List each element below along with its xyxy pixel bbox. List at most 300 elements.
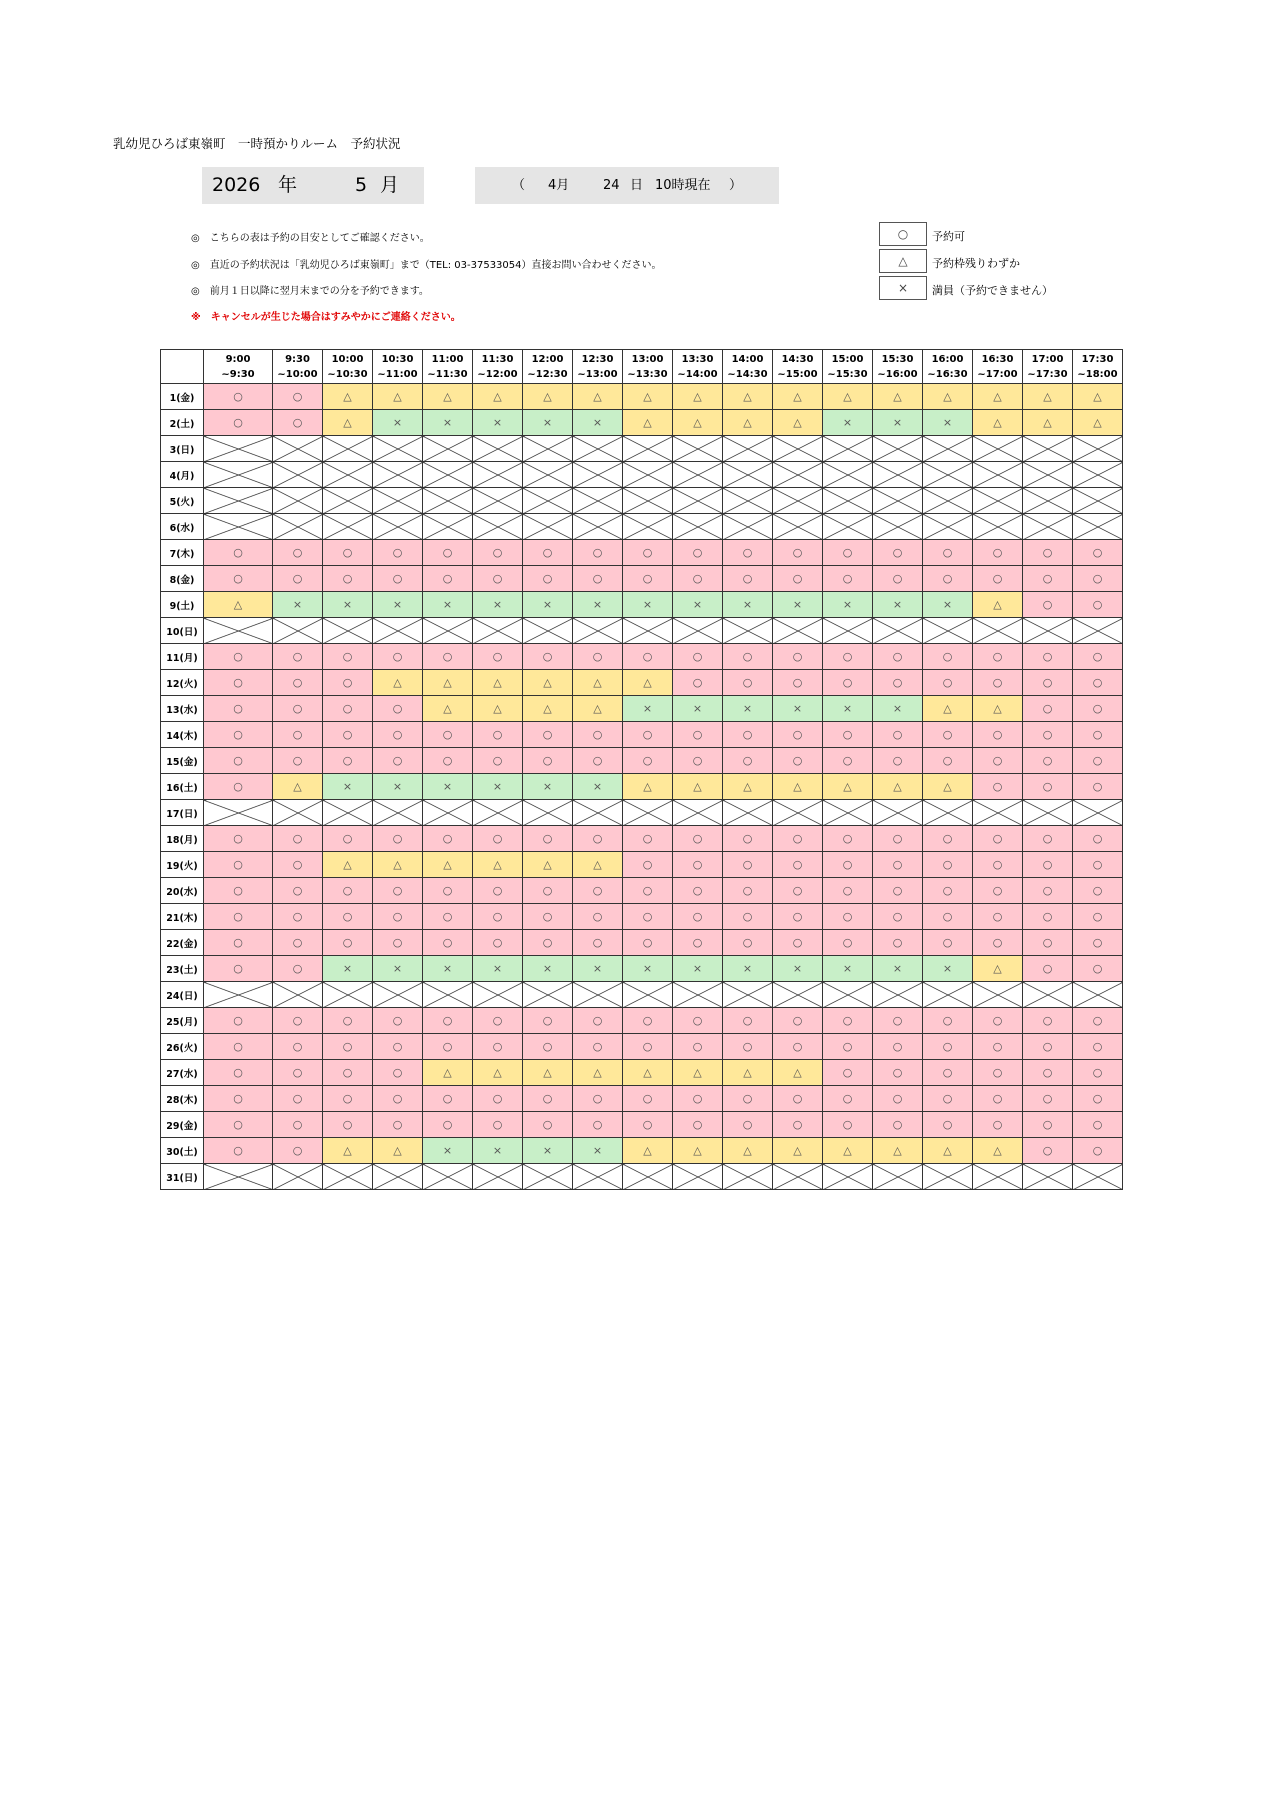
day-label: 10(日) [161,618,204,644]
slot-available: ○ [523,930,573,956]
closed-cell [204,982,273,1008]
slot-available: ○ [923,670,973,696]
slot-available: ○ [823,930,873,956]
slot-available: ○ [1073,930,1123,956]
slot-available: ○ [273,1008,323,1034]
time-slot-start: 10:30 [381,353,414,365]
legend-few-left-label: 予約枠残りわずか [932,257,1020,270]
closed-cell [473,514,523,540]
slot-available: ○ [823,540,873,566]
closed-cell [473,800,523,826]
slot-available: ○ [523,1008,573,1034]
slot-available: ○ [673,878,723,904]
slot-available: ○ [973,1060,1023,1086]
slot-available: ○ [823,1060,873,1086]
slot-full: × [523,592,573,618]
slot-few-left: △ [723,774,773,800]
slot-available: ○ [873,1008,923,1034]
time-slot-end: ~17:30 [1027,368,1068,380]
slot-available: ○ [573,1112,623,1138]
slot-available: ○ [723,566,773,592]
closed-cell [973,982,1023,1008]
slot-available: ○ [204,904,273,930]
slot-available: ○ [473,904,523,930]
slot-available: ○ [204,722,273,748]
closed-cell [773,488,823,514]
slot-full: × [423,1138,473,1164]
slot-few-left: △ [823,384,873,410]
slot-available: ○ [923,1086,973,1112]
closed-cell [723,1164,773,1190]
slot-available: ○ [1073,826,1123,852]
closed-cell [723,618,773,644]
slot-available: ○ [1073,670,1123,696]
closed-cell [1023,488,1073,514]
slot-available: ○ [473,878,523,904]
slot-available: ○ [723,826,773,852]
note-cancel: ※ キャンセルが生じた場合はすみやかにご連絡ください。 [191,312,461,323]
as-of-close: ） [729,178,743,193]
table-row [161,826,1123,852]
slot-few-left: △ [1073,410,1123,436]
closed-cell [273,436,323,462]
slot-available: ○ [1073,1138,1123,1164]
slot-available: ○ [573,540,623,566]
slot-available: ○ [973,904,1023,930]
slot-available: ○ [423,930,473,956]
slot-full: × [623,592,673,618]
slot-available: ○ [423,644,473,670]
slot-few-left: △ [723,384,773,410]
slot-full: × [923,592,973,618]
closed-cell [373,1164,423,1190]
day-label: 31(日) [161,1164,204,1190]
slot-available: ○ [773,722,823,748]
slot-available: ○ [573,1086,623,1112]
time-slot-header [1073,350,1123,384]
slot-available: ○ [773,670,823,696]
closed-cell [573,618,623,644]
closed-cell [323,618,373,644]
closed-cell [573,1164,623,1190]
slot-available: ○ [273,384,323,410]
slot-available: ○ [273,878,323,904]
slot-available: ○ [573,722,623,748]
slot-available: ○ [873,748,923,774]
slot-full: × [473,410,523,436]
slot-available: ○ [273,722,323,748]
as-of-time: 10時現在 [655,178,711,193]
closed-cell [273,800,323,826]
slot-full: × [623,696,673,722]
time-slot-start: 13:30 [681,353,714,365]
slot-available: ○ [273,670,323,696]
closed-cell [323,800,373,826]
slot-available: ○ [323,878,373,904]
slot-few-left: △ [523,696,573,722]
slot-full: × [523,774,573,800]
slot-available: ○ [204,852,273,878]
closed-cell [273,514,323,540]
as-of-month: 4月 [548,178,570,193]
slot-available: ○ [573,1034,623,1060]
slot-available: ○ [204,644,273,670]
slot-full: × [373,410,423,436]
slot-available: ○ [923,930,973,956]
slot-available: ○ [1023,540,1073,566]
closed-cell [1073,488,1123,514]
slot-available: ○ [473,1008,523,1034]
slot-available: ○ [523,904,573,930]
closed-cell [204,1164,273,1190]
slot-few-left: △ [473,852,523,878]
closed-cell [973,514,1023,540]
time-slot-start: 9:30 [285,353,310,365]
day-label: 23(土) [161,956,204,982]
slot-available: ○ [773,1008,823,1034]
day-label: 14(木) [161,722,204,748]
slot-available: ○ [673,748,723,774]
legend-available-symbol: ○ [879,222,927,246]
closed-cell [423,1164,473,1190]
slot-available: ○ [473,748,523,774]
closed-cell [1073,800,1123,826]
slot-available: ○ [473,566,523,592]
slot-few-left: △ [473,384,523,410]
slot-available: ○ [1023,826,1073,852]
slot-available: ○ [973,540,1023,566]
slot-available: ○ [273,956,323,982]
slot-available: ○ [923,748,973,774]
slot-available: ○ [204,410,273,436]
slot-available: ○ [873,566,923,592]
slot-available: ○ [273,696,323,722]
closed-cell [473,618,523,644]
table-row [161,670,1123,696]
reservation-table [160,349,1123,1190]
slot-available: ○ [1023,644,1073,670]
slot-available: ○ [773,878,823,904]
slot-available: ○ [723,878,773,904]
table-row [161,774,1123,800]
slot-full: × [773,696,823,722]
year-month-box [202,167,424,204]
closed-cell [473,488,523,514]
slot-full: × [473,1138,523,1164]
slot-available: ○ [373,696,423,722]
slot-full: × [523,1138,573,1164]
slot-available: ○ [673,1086,723,1112]
closed-cell [1073,1164,1123,1190]
slot-few-left: △ [623,774,673,800]
table-row [161,1112,1123,1138]
slot-available: ○ [273,1060,323,1086]
slot-available: ○ [1073,748,1123,774]
closed-cell [823,800,873,826]
slot-available: ○ [204,540,273,566]
table-row [161,904,1123,930]
slot-available: ○ [873,644,923,670]
slot-available: ○ [273,410,323,436]
slot-available: ○ [473,1112,523,1138]
time-slot-end: ~11:00 [377,368,418,380]
slot-available: ○ [373,930,423,956]
day-label: 7(木) [161,540,204,566]
closed-cell [773,514,823,540]
slot-available: ○ [1023,1060,1073,1086]
slot-few-left: △ [204,592,273,618]
closed-cell [723,488,773,514]
closed-cell [204,618,273,644]
slot-full: × [823,696,873,722]
slot-full: × [573,410,623,436]
slot-available: ○ [873,852,923,878]
closed-cell [273,1164,323,1190]
closed-cell [323,488,373,514]
slot-available: ○ [973,852,1023,878]
closed-cell [573,800,623,826]
slot-full: × [523,410,573,436]
closed-cell [373,800,423,826]
slot-available: ○ [923,540,973,566]
slot-available: ○ [1073,592,1123,618]
slot-full: × [773,956,823,982]
slot-available: ○ [923,1008,973,1034]
closed-cell [523,436,573,462]
slot-available: ○ [423,540,473,566]
slot-available: ○ [204,930,273,956]
closed-cell [873,436,923,462]
slot-few-left: △ [623,1060,673,1086]
slot-available: ○ [973,722,1023,748]
slot-available: ○ [573,930,623,956]
slot-few-left: △ [923,384,973,410]
slot-available: ○ [723,644,773,670]
closed-cell [204,462,273,488]
slot-full: × [273,592,323,618]
slot-available: ○ [573,748,623,774]
slot-available: ○ [773,1086,823,1112]
slot-available: ○ [473,1034,523,1060]
year-value: 2026 [212,174,261,196]
slot-few-left: △ [773,1138,823,1164]
table-row [161,410,1123,436]
slot-available: ○ [523,1112,573,1138]
slot-few-left: △ [373,670,423,696]
time-slot-end: ~12:30 [527,368,568,380]
time-slot-start: 10:00 [331,353,364,365]
slot-available: ○ [623,930,673,956]
slot-full: × [873,956,923,982]
slot-available: ○ [973,1008,1023,1034]
slot-available: ○ [973,644,1023,670]
slot-available: ○ [423,878,473,904]
day-label: 8(金) [161,566,204,592]
closed-cell [823,982,873,1008]
slot-available: ○ [373,1086,423,1112]
closed-cell [1073,436,1123,462]
closed-cell [573,488,623,514]
note-contact: ◎ 直近の予約状況は「乳幼児ひろば東嶺町」まで（TEL: 03-37533054）直接お問い合わせください。 [191,260,662,271]
slot-available: ○ [773,826,823,852]
page-title: 乳幼児ひろば東嶺町 一時預かりルーム 予約状況 [113,136,401,151]
slot-available: ○ [323,904,373,930]
slot-available: ○ [923,722,973,748]
slot-available: ○ [323,1086,373,1112]
time-slot-end: ~16:00 [877,368,918,380]
time-slot-start: 16:00 [931,353,964,365]
slot-few-left: △ [923,774,973,800]
slot-available: ○ [623,722,673,748]
slot-available: ○ [273,566,323,592]
slot-available: ○ [873,1034,923,1060]
slot-available: ○ [1023,904,1073,930]
slot-available: ○ [423,826,473,852]
closed-cell [573,982,623,1008]
time-slot-start: 11:00 [431,353,464,365]
slot-few-left: △ [673,1138,723,1164]
closed-cell [373,618,423,644]
closed-cell [373,488,423,514]
time-slot-end: ~12:00 [477,368,518,380]
closed-cell [1023,982,1073,1008]
slot-available: ○ [1073,904,1123,930]
slot-available: ○ [723,852,773,878]
slot-available: ○ [1073,1086,1123,1112]
note-booking-window: ◎ 前月１日以降に翌月末までの分を予約できます。 [191,286,429,297]
time-slot-end: ~11:30 [427,368,468,380]
slot-available: ○ [673,644,723,670]
slot-available: ○ [773,852,823,878]
closed-cell [923,800,973,826]
closed-cell [623,618,673,644]
slot-available: ○ [1073,540,1123,566]
slot-few-left: △ [423,1060,473,1086]
table-row [161,540,1123,566]
slot-few-left: △ [773,384,823,410]
slot-few-left: △ [523,384,573,410]
slot-available: ○ [204,956,273,982]
closed-cell [873,488,923,514]
slot-available: ○ [323,644,373,670]
slot-available: ○ [373,644,423,670]
table-row [161,1138,1123,1164]
closed-cell [673,436,723,462]
slot-few-left: △ [423,696,473,722]
slot-available: ○ [873,1112,923,1138]
slot-available: ○ [1023,670,1073,696]
slot-few-left: △ [323,852,373,878]
slot-available: ○ [873,1086,923,1112]
slot-available: ○ [373,826,423,852]
slot-available: ○ [973,878,1023,904]
slot-full: × [673,696,723,722]
slot-available: ○ [373,722,423,748]
closed-cell [573,514,623,540]
slot-available: ○ [773,644,823,670]
slot-available: ○ [1073,1060,1123,1086]
slot-available: ○ [323,670,373,696]
slot-few-left: △ [873,1138,923,1164]
closed-cell [673,488,723,514]
slot-full: × [573,774,623,800]
closed-cell [773,982,823,1008]
slot-available: ○ [273,826,323,852]
slot-few-left: △ [573,670,623,696]
slot-few-left: △ [973,384,1023,410]
time-slot-end: ~13:30 [627,368,668,380]
slot-available: ○ [373,1060,423,1086]
closed-cell [423,982,473,1008]
table-row [161,384,1123,410]
slot-full: × [423,774,473,800]
closed-cell [673,462,723,488]
time-slot-header [773,350,823,384]
slot-available: ○ [204,826,273,852]
slot-available: ○ [623,878,673,904]
closed-cell [573,436,623,462]
day-label: 2(土) [161,410,204,436]
slot-few-left: △ [723,410,773,436]
table-row [161,852,1123,878]
slot-available: ○ [323,1034,373,1060]
slot-few-left: △ [473,670,523,696]
slot-available: ○ [1023,1112,1073,1138]
slot-available: ○ [723,904,773,930]
slot-full: × [523,956,573,982]
closed-cell [273,982,323,1008]
closed-cell [873,982,923,1008]
table-row [161,566,1123,592]
slot-full: × [373,956,423,982]
time-slot-end: ~13:00 [577,368,618,380]
slot-few-left: △ [673,1060,723,1086]
time-slot-start: 17:00 [1031,353,1064,365]
closed-cell [723,462,773,488]
day-label: 12(火) [161,670,204,696]
slot-few-left: △ [523,852,573,878]
time-slot-header [623,350,673,384]
table-row [161,1034,1123,1060]
slot-available: ○ [1073,1008,1123,1034]
slot-available: ○ [473,722,523,748]
closed-cell [1073,462,1123,488]
closed-cell [773,618,823,644]
closed-cell [523,514,573,540]
slot-available: ○ [623,1008,673,1034]
slot-few-left: △ [1023,384,1073,410]
slot-available: ○ [873,904,923,930]
closed-cell [473,982,523,1008]
closed-cell [273,618,323,644]
closed-cell [873,800,923,826]
slot-available: ○ [204,1034,273,1060]
slot-available: ○ [273,1034,323,1060]
legend-full-label: 満員（予約できません） [932,284,1053,297]
closed-cell [723,514,773,540]
day-label: 28(木) [161,1086,204,1112]
day-label: 17(日) [161,800,204,826]
closed-cell [673,982,723,1008]
slot-full: × [573,592,623,618]
slot-full: × [323,592,373,618]
closed-cell [873,462,923,488]
table-row [161,1086,1123,1112]
slot-available: ○ [1023,1034,1073,1060]
day-label: 29(金) [161,1112,204,1138]
slot-available: ○ [323,696,373,722]
slot-full: × [673,592,723,618]
